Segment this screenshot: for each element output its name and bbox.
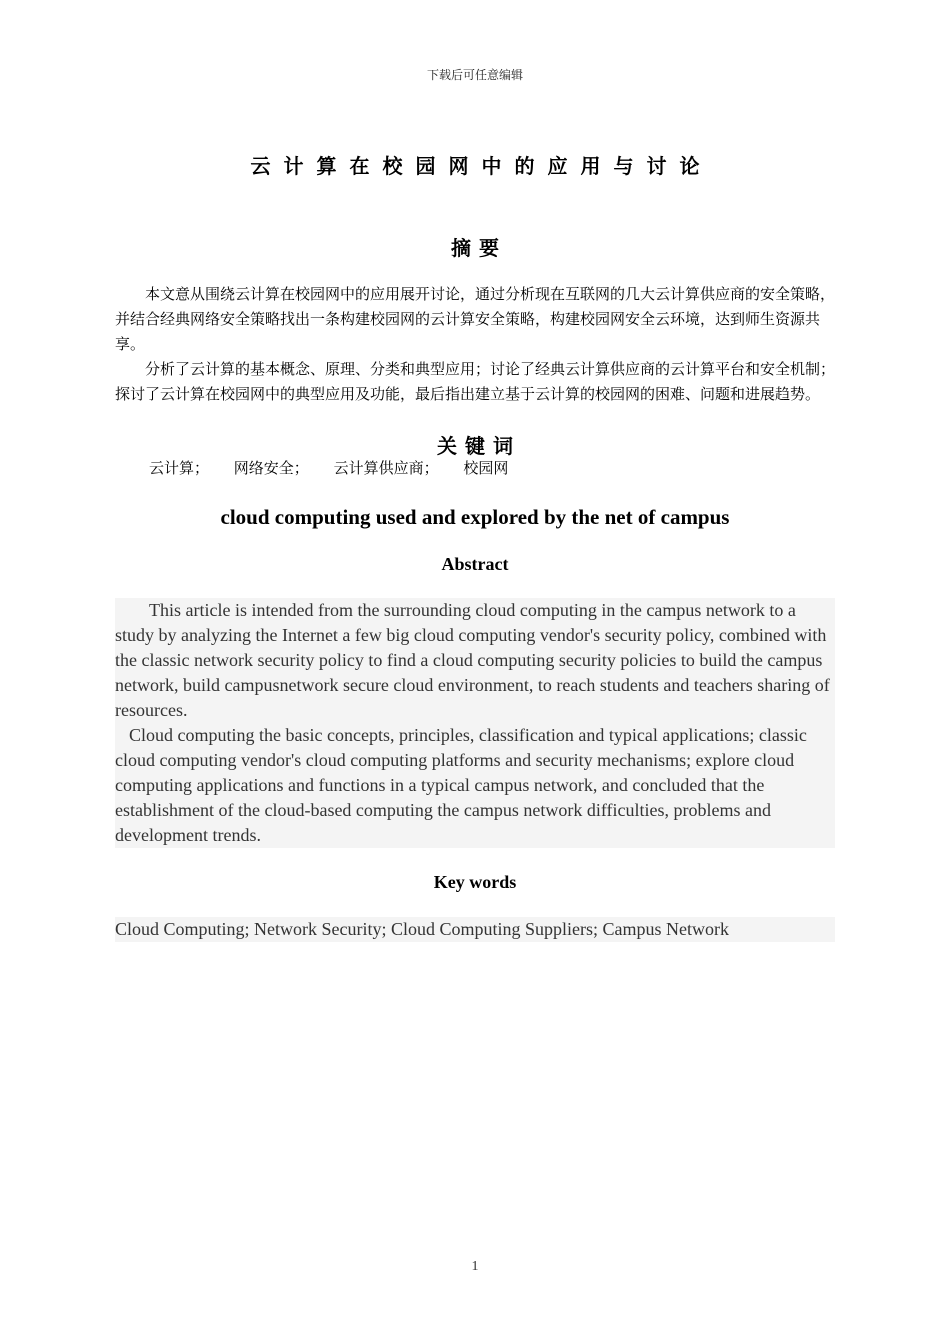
english-title: cloud computing used and explored by the net of campus	[220, 505, 730, 529]
chinese-abstract-paragraph: 分析了云计算的基本概念、原理、分类和典型应用；讨论了经典云计算供应商的云计算平台和安全机制；探讨了云计算在校园网中的典型应用及功能，最后指出建立基于云计算的校园网的困难、问题和进展趋势。	[115, 360, 836, 403]
english-keywords-heading: Key words	[433, 872, 517, 892]
english-abstract-body	[115, 598, 835, 848]
header-note: 下载后可任意编辑	[426, 68, 523, 82]
chinese-title: 云计算在校园网中的应用与讨论	[250, 154, 713, 178]
keyword: 云计算；	[149, 459, 210, 477]
keyword: 网络安全；	[233, 459, 309, 477]
english-abstract-paragraph: This article is intended from the surrounding cloud computing in the campus network to a study by analyzing the Internet a few big cloud computing vendor's security policy, combined with the classic network security policy to find a cloud computing security policies to build the campus network, build campusnetwork secure cloud environment, to reach students and teachers sharing of resources.	[115, 600, 830, 720]
english-abstract-paragraph: Cloud computing the basic concepts, principles, classification and typical applications; classic cloud computing vendor's cloud computing platforms and security mechanisms; explore cloud computing applications and functions in a typical campus network, and concluded that the establishment of the cloud-based computing the campus network difficulties, problems and development trends.	[115, 725, 807, 845]
keyword: 云计算供应商；	[333, 459, 439, 477]
chinese-abstract-heading: 摘要	[451, 236, 507, 260]
page-number: 1	[471, 1259, 479, 1274]
english-keywords: Cloud Computing; Network Security; Cloud Computing Suppliers; Campus Network	[115, 917, 835, 942]
english-abstract-heading: Abstract	[441, 554, 509, 574]
chinese-keywords	[149, 456, 528, 481]
chinese-abstract-paragraph: 本文意从围绕云计算在校园网中的应用展开讨论，通过分析现在互联网的几大云计算供应商的安全策略，并结合经典网络安全策略找出一条构建校园网的云计算安全策略，构建校园网安全云环境，达到师生资源共享。	[115, 285, 836, 353]
chinese-abstract-body	[115, 282, 840, 407]
chinese-keywords-heading: 关键词	[437, 434, 521, 458]
keyword: 校园网	[463, 459, 509, 477]
